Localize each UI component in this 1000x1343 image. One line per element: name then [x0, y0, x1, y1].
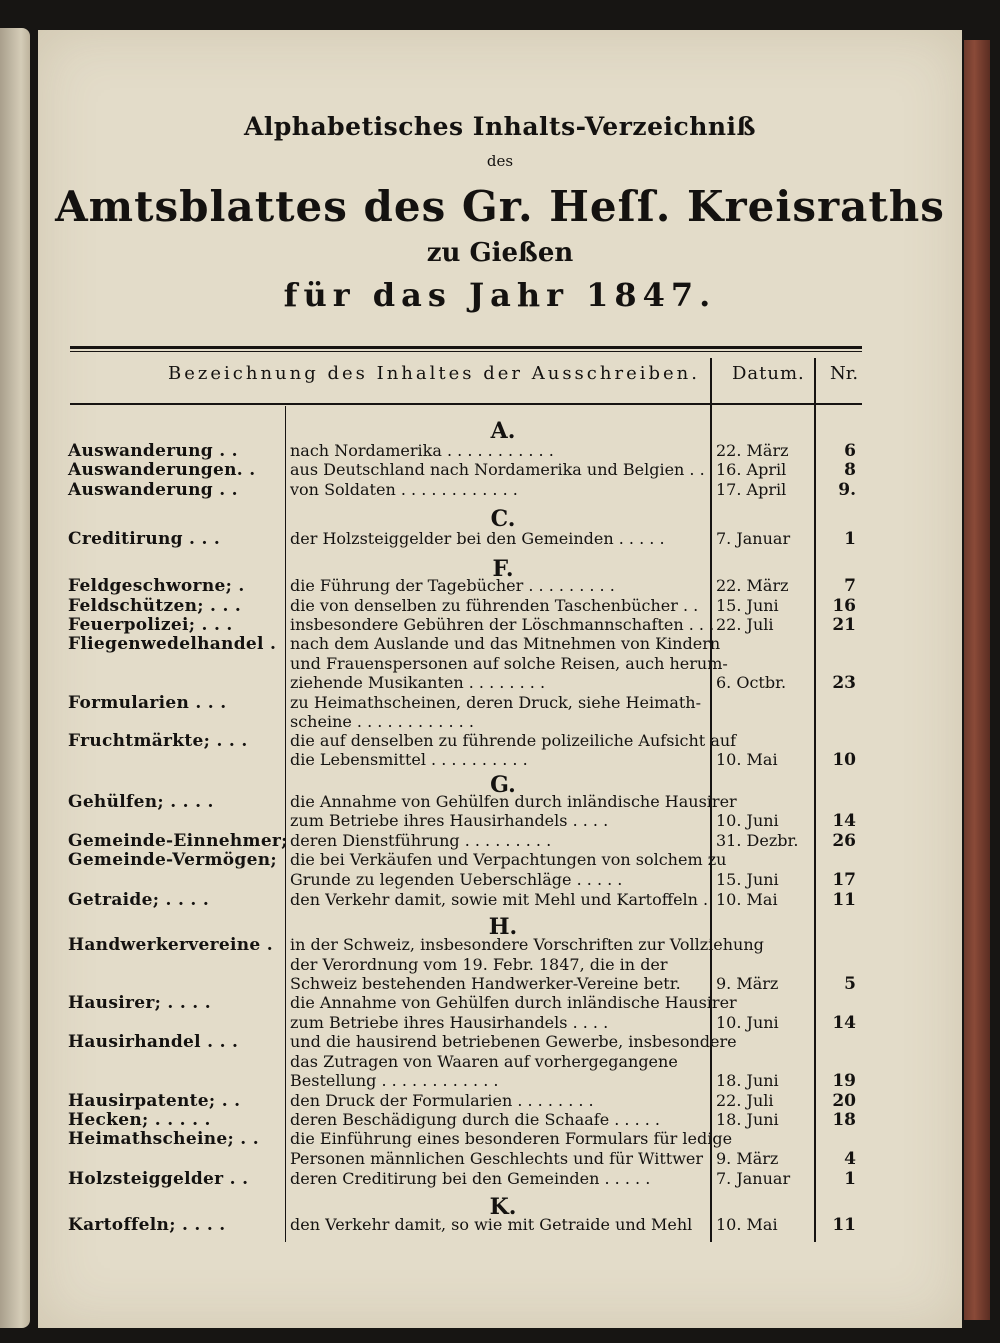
entry-description: Personen männlichen Geschlechts und für Wittwer	[290, 1149, 704, 1168]
entry-description: die auf denselben zu führende polizeiliche Aufsicht auf	[290, 731, 737, 750]
book-cover-edge	[964, 40, 990, 1320]
table-row	[38, 441, 962, 461]
entry-date: 22. Juli	[716, 615, 774, 634]
entry-description: die Annahme von Gehülfen durch inländische Hausirer	[290, 993, 737, 1012]
table-row	[38, 693, 962, 713]
table-row	[38, 1110, 962, 1130]
table-row	[38, 870, 962, 890]
entry-description: nach Nordamerika . . . . . . . . . . .	[290, 441, 554, 460]
entry-description: zum Betriebe ihres Hausirhandels . . . .	[290, 1013, 609, 1032]
table-row	[38, 1013, 962, 1033]
entry-number: 17	[832, 870, 856, 890]
table-row	[38, 596, 962, 616]
entry-description: der Holzsteiggelder bei den Gemeinden . . . . .	[290, 529, 665, 548]
entry-date: 18. Juni	[716, 1071, 779, 1090]
entry-date: 9. März	[716, 1149, 779, 1168]
table-row	[38, 850, 962, 870]
entry-number: 21	[832, 615, 856, 635]
entry-description: zum Betriebe ihres Hausirhandels . . . .	[290, 811, 609, 830]
entry-description: und die hausirend betriebenen Gewerbe, insbesondere	[290, 1032, 737, 1051]
table-row	[38, 831, 962, 851]
entry-description: den Verkehr damit, sowie mit Mehl und Kartoffeln .	[290, 890, 709, 909]
entry-date: 22. März	[716, 576, 789, 595]
entry-description: Bestellung . . . . . . . . . . . .	[290, 1071, 499, 1090]
entry-description: von Soldaten . . . . . . . . . . . .	[290, 480, 518, 499]
table-row	[38, 1215, 962, 1235]
entry-date: 10. Mai	[716, 1215, 778, 1234]
entry-date: 17. April	[716, 480, 787, 499]
table-row	[38, 1129, 962, 1149]
entry-number: 1	[844, 1169, 856, 1189]
section-letter-f: F.	[492, 556, 514, 582]
index-keyword: Auswanderung . .	[68, 441, 238, 461]
entry-number: 14	[832, 811, 856, 831]
table-row	[38, 974, 962, 994]
table-row	[38, 1032, 962, 1052]
section-letter-c: C.	[490, 506, 516, 532]
entry-number: 26	[832, 831, 856, 851]
entry-date: 10. Juni	[716, 1013, 779, 1032]
table-row	[38, 1071, 962, 1091]
column-header-date: Datum.	[732, 363, 805, 384]
entry-number: 20	[832, 1091, 856, 1111]
table-row	[38, 1169, 962, 1189]
index-keyword: Gemeinde-Vermögen;	[68, 850, 277, 870]
entry-description: den Verkehr damit, so wie mit Getraide und Mehl	[290, 1215, 693, 1234]
index-keyword: Hausirer; . . . .	[68, 993, 211, 1013]
entry-description: deren Dienstführung . . . . . . . . .	[290, 831, 552, 850]
entry-number: 5	[844, 974, 856, 994]
entry-description: die Einführung eines besonderen Formulars für ledige	[290, 1129, 733, 1148]
index-keyword: Formularien . . .	[68, 693, 227, 713]
entry-date: 16. April	[716, 460, 787, 479]
section-letter-g: G.	[490, 772, 516, 798]
entry-description: der Verordnung vom 19. Febr. 1847, die in der	[290, 955, 668, 974]
table-row	[38, 792, 962, 812]
table-row	[38, 1149, 962, 1169]
entry-number: 23	[832, 673, 856, 693]
entry-description: zu Heimathscheinen, deren Druck, siehe Heimath-	[290, 693, 701, 712]
title-line-1: Alphabetisches Inhalts-Verzeichniß	[243, 112, 757, 141]
entry-date: 9. März	[716, 974, 779, 993]
table-row	[38, 993, 962, 1013]
entry-description: in der Schweiz, insbesondere Vorschriften zur Vollziehung	[290, 935, 764, 954]
entry-description: insbesondere Gebühren der Löschmannschaften . . .	[290, 615, 715, 634]
entry-number: 8	[844, 460, 856, 480]
index-keyword: Gemeinde-Einnehmer;	[68, 831, 288, 851]
table-row	[38, 480, 962, 500]
entry-date: 22. Juli	[716, 1091, 774, 1110]
index-keyword: Handwerkervereine .	[68, 935, 273, 955]
title-line-3: Amtsblattes des Gr. Heſſ. Kreisraths	[55, 182, 945, 231]
entry-description: die Führung der Tagebücher . . . . . . . . .	[290, 576, 615, 595]
index-keyword: Auswanderungen. .	[68, 460, 256, 480]
entry-description: die von denselben zu führenden Taschenbücher . .	[290, 596, 699, 615]
index-keyword: Auswanderung . .	[68, 480, 238, 500]
table-row	[38, 673, 962, 693]
entry-date: 7. Januar	[716, 529, 791, 548]
entry-description: Grunde zu legenden Ueberschläge . . . . .	[290, 870, 623, 889]
document-page	[38, 30, 962, 1328]
index-keyword: Kartoffeln; . . . .	[68, 1215, 226, 1235]
entry-description: die Annahme von Gehülfen durch inländische Hausirer	[290, 792, 737, 811]
entry-date: 10. Mai	[716, 890, 778, 909]
entry-number: 18	[832, 1110, 856, 1130]
entry-description: die bei Verkäufen und Verpachtungen von solchem zu	[290, 850, 727, 869]
index-keyword: Gehülfen; . . . .	[68, 792, 214, 812]
table-row	[38, 460, 962, 480]
table-row	[38, 890, 962, 910]
entry-number: 19	[832, 1071, 856, 1091]
entry-description: und Frauenspersonen auf solche Reisen, auch herum-	[290, 654, 728, 673]
entry-number: 14	[832, 1013, 856, 1033]
entry-date: 10. Mai	[716, 750, 778, 769]
title-line-2: des	[486, 152, 514, 170]
index-keyword: Feldgeschworne; .	[68, 576, 245, 596]
entry-description: die Lebensmittel . . . . . . . . . .	[290, 750, 528, 769]
entry-number: 4	[844, 1149, 856, 1169]
entry-description: aus Deutschland nach Nordamerika und Belgien . .	[290, 460, 705, 479]
table-row	[38, 1091, 962, 1111]
index-keyword: Heimathscheine; . .	[68, 1129, 259, 1149]
table-row	[38, 811, 962, 831]
entry-number: 10	[832, 750, 856, 770]
entry-description: den Druck der Formularien . . . . . . . .	[290, 1091, 594, 1110]
table-row	[38, 712, 962, 732]
entry-date: 15. Juni	[716, 870, 779, 889]
index-keyword: Getraide; . . . .	[68, 890, 210, 910]
entry-date: 6. Octbr.	[716, 673, 787, 692]
header-bottom-rule	[70, 403, 862, 405]
entry-date: 22. März	[716, 441, 789, 460]
top-double-rule-2	[70, 351, 862, 352]
section-letter-h: H.	[488, 914, 518, 940]
entry-number: 9.	[838, 480, 856, 500]
table-row	[38, 731, 962, 751]
title-line-4: zu Gießen	[426, 238, 574, 268]
entry-date: 15. Juni	[716, 596, 779, 615]
entry-description: deren Beschädigung durch die Schaafe . . . . .	[290, 1110, 661, 1129]
index-keyword: Creditirung . . .	[68, 529, 221, 549]
entry-date: 31. Dezbr.	[716, 831, 799, 850]
entry-description: Schweiz bestehenden Handwerker-Vereine betr.	[290, 974, 681, 993]
index-keyword: Hecken; . . . . .	[68, 1110, 211, 1130]
table-row	[38, 615, 962, 635]
entry-number: 16	[832, 596, 856, 616]
entry-number: 1	[844, 529, 856, 549]
table-row	[38, 1052, 962, 1072]
table-row	[38, 750, 962, 770]
section-letter-k: K.	[489, 1194, 517, 1220]
index-keyword: Feldschützen; . . .	[68, 596, 242, 616]
index-keyword: Hausirhandel . . .	[68, 1032, 239, 1052]
table-row	[38, 576, 962, 596]
index-keyword: Fliegenwedelhandel .	[68, 634, 277, 654]
entry-description: ziehende Musikanten . . . . . . . .	[290, 673, 546, 692]
table-row	[38, 935, 962, 955]
index-keyword: Holzsteiggelder . .	[68, 1169, 249, 1189]
index-keyword: Hausirpatente; . .	[68, 1091, 241, 1111]
title-line-5: für das Jahr 1847.	[283, 276, 717, 314]
entry-description: das Zutragen von Waaren auf vorhergegangene	[290, 1052, 678, 1071]
entry-number: 11	[832, 890, 856, 910]
table-row	[38, 955, 962, 975]
column-header-description: Bezeichnung des Inhaltes der Ausschreiben.	[168, 363, 700, 384]
table-row	[38, 654, 962, 674]
entry-date: 7. Januar	[716, 1169, 791, 1188]
top-double-rule-1	[70, 346, 862, 349]
column-header-number: Nr.	[830, 363, 859, 384]
entry-number: 6	[844, 441, 856, 461]
entry-description: deren Creditirung bei den Gemeinden . . . . .	[290, 1169, 651, 1188]
entry-number: 11	[832, 1215, 856, 1235]
table-row	[38, 529, 962, 549]
adjacent-page-edge	[0, 28, 30, 1328]
table-row	[38, 634, 962, 654]
index-keyword: Feuerpolizei; . . .	[68, 615, 233, 635]
entry-description: nach dem Auslande und das Mitnehmen von Kindern	[290, 634, 721, 653]
section-letter-a: A.	[490, 418, 516, 444]
entry-description: scheine . . . . . . . . . . . .	[290, 712, 474, 731]
entry-date: 18. Juni	[716, 1110, 779, 1129]
entry-date: 10. Juni	[716, 811, 779, 830]
entry-number: 7	[844, 576, 856, 596]
index-keyword: Fruchtmärkte; . . .	[68, 731, 248, 751]
